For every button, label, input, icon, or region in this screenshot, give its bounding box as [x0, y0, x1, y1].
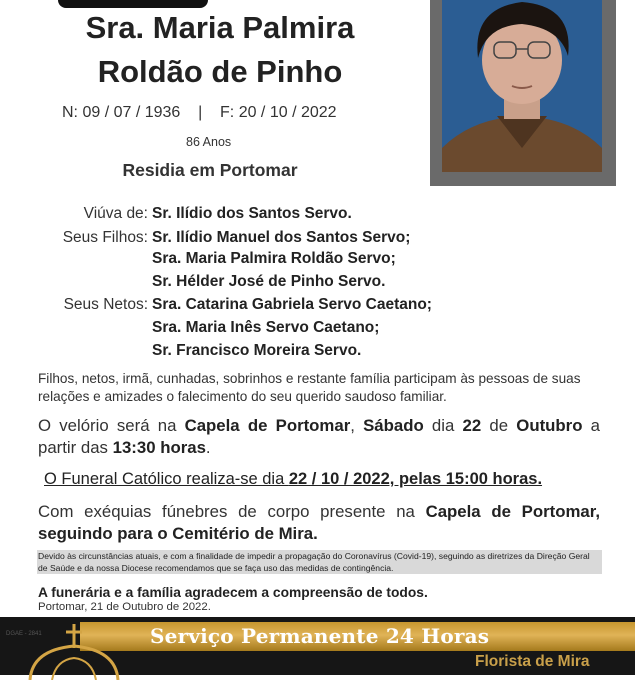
- children-row-1: [0, 229, 410, 247]
- florist-name: Florista de Mira: [475, 653, 590, 670]
- exequias-info: Com exéquias fúnebres de corpo presente na Capela de Portomar, seguindo para o Cemitério de Mira.: [38, 502, 600, 543]
- birth-death-dates: N: 09 / 07 / 1936 | F: 20 / 10 / 2022: [62, 104, 337, 121]
- funeral-datetime: 22 / 10 / 2022, pelas 15:00 horas.: [288, 470, 543, 488]
- grandchild-name: Sra. Catarina Gabriela Servo Caetano;: [152, 296, 432, 313]
- license-number: DGAE - 2841: [6, 631, 42, 637]
- children-row-2: [152, 250, 396, 268]
- service-slogan: Serviço Permanente 24 Horas: [150, 624, 490, 648]
- wake-time: 13:30 horas: [112, 438, 206, 457]
- deceased-name-line2: Roldão de Pinho: [97, 54, 343, 89]
- funeral-info: O Funeral Católico realiza-se dia 22 / 10 / 2022, pelas 15:00 horas.: [44, 470, 543, 488]
- grandchildren-row-2: [152, 319, 379, 337]
- thanks-message: A funerária e a família agradecem a compreensão de todos.: [38, 585, 428, 600]
- grandchildren-label: Seus Netos:: [63, 296, 148, 313]
- wake-day: Sábado: [363, 416, 424, 435]
- child-name: Sr. Hélder José de Pinho Servo.: [152, 273, 386, 290]
- child-name: Sr. Ilídio Manuel dos Santos Servo;: [152, 229, 411, 246]
- wake-date: 22: [462, 416, 482, 435]
- grandchild-name: Sr. Francisco Moreira Servo.: [152, 342, 362, 359]
- residence: Residia em Portomar: [122, 160, 298, 180]
- covid-notice: Devido às circunstâncias atuais, e com a finalidade de impedir a propagação do Coronavírus (Covid-19), seguindo as diretrizes da Direção Geral de Saúde e da nossa Diocese recomendamos que se faça uso das medidas de contingência.: [37, 550, 602, 574]
- grandchildren-row-1: [0, 296, 432, 314]
- widow-row: [0, 205, 352, 223]
- top-decorative-bar: [58, 0, 208, 8]
- exequias-place: Capela de Portomar, seguindo para o Cemitério de Mira.: [38, 502, 600, 543]
- wake-info: O velório será na Capela de Portomar, Sábado dia 22 de Outubro a partir das 13:30 horas.: [38, 416, 601, 457]
- children-row-3: [152, 273, 385, 291]
- age: 86 Anos: [186, 135, 232, 149]
- grandchildren-row-3: [152, 342, 361, 360]
- children-label: Seus Filhos:: [62, 229, 148, 246]
- grandchild-name: Sra. Maria Inês Servo Caetano;: [152, 319, 380, 336]
- wake-place: Capela de Portomar: [184, 416, 351, 435]
- portrait-photo: [442, 0, 602, 172]
- deceased-name-line1: Sra. Maria Palmira: [85, 10, 355, 45]
- widow-name: Sr. Ilídio dos Santos Servo.: [152, 205, 352, 222]
- funeral-home-logo: [22, 620, 126, 680]
- wake-month: Outubro: [516, 416, 583, 435]
- widow-label: Viúva de:: [83, 205, 148, 222]
- family-note: Filhos, netos, irmã, cunhadas, sobrinhos e restante família participam às pessoas de suas relações e amizades o falecimento do seu querido saudoso familiar.: [38, 371, 581, 404]
- place-date: Portomar, 21 de Outubro de 2022.: [38, 601, 211, 613]
- child-name: Sra. Maria Palmira Roldão Servo;: [152, 250, 396, 267]
